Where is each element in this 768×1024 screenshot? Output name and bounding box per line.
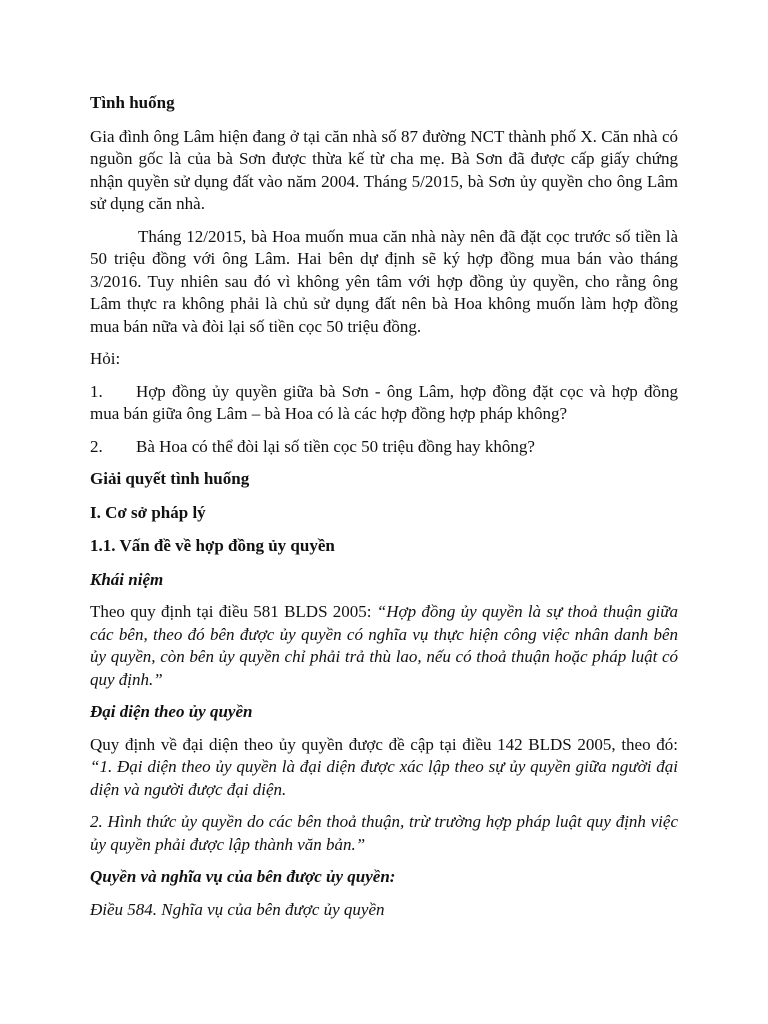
article-584: Điều 584. Nghĩa vụ của bên được ủy quyền — [90, 899, 385, 919]
document-page — [90, 92, 678, 931]
representation-intro: Quy định về đại diện theo ủy quyền được đề cập tại điều 142 BLDS 2005, theo đó: — [90, 734, 678, 754]
representation-quote-2: 2. Hình thức ủy quyền do các bên thoả thuận, trừ trường hợp pháp luật quy định việc ủy quyền phải được lập thành văn bản.” — [90, 812, 678, 854]
concept-paragraph — [90, 601, 678, 691]
document-title: Tình huống — [90, 93, 175, 112]
representation-paragraph — [90, 734, 678, 802]
representation-quote-1: “1. Đại diện theo ủy quyền là đại diện được xác lập theo sự ủy quyền giữa người đại diện và người được đại diện. — [90, 757, 678, 799]
question-text: Bà Hoa có thể đòi lại số tiền cọc 50 triệu đồng hay không? — [136, 436, 535, 456]
concept-intro: Theo quy định tại điều 581 BLDS 2005: — [90, 602, 377, 621]
second-paragraph: Tháng 12/2015, bà Hoa muốn mua căn nhà này nên đã đặt cọc trước số tiền là 50 triệu đồng với ông Lâm. Hai bên dự định sẽ ký hợp đồng mua bán vào tháng 3/2016. Tuy nhiên sau đó vì không yên tâm với hợp đồng ủy quyền, cho rằng ông Lâm thực ra không phải là chủ sử dụng đất nên bà Hoa không muốn làm hợp đồng mua bán nữa và đòi lại số tiền cọc 50 triệu đồng. — [90, 226, 678, 336]
question-number: 1. — [90, 381, 103, 401]
question-item — [90, 436, 678, 459]
question-text: Hợp đồng ủy quyền giữa bà Sơn - ông Lâm, hợp đồng đặt cọc và hợp đồng mua bán giữa ông Lâm – bà Hoa có là các hợp đồng hợp pháp không? — [90, 381, 678, 423]
question-item — [90, 381, 678, 426]
intro-paragraph: Gia đình ông Lâm hiện đang ở tại căn nhà số 87 đường NCT thành phố X. Căn nhà có nguồn gốc là của bà Sơn được thừa kế từ cha mẹ. Bà Sơn đã được cấp giấy chứng nhận quyền sử dụng đất vào năm 2004. Tháng 5/2015, bà Sơn ủy quyền cho ông Lâm sử dụng căn nhà. — [90, 126, 678, 213]
representation-heading: Đại diện theo ủy quyền — [90, 702, 253, 721]
rights-heading: Quyền và nghĩa vụ của bên được ủy quyền: — [90, 867, 396, 886]
section-1-heading: I. Cơ sở pháp lý — [90, 502, 206, 522]
concept-quote: “Hợp đồng ủy quyền là sự thoả thuận giữa các bên, theo đó bên được ủy quyền có nghĩa vụ thực hiện công việc nhân danh bên ủy quyền, còn bên ủy quyền chỉ phải trả thù lao, nếu có thoả thuận hoặc pháp luật có quy định.” — [90, 602, 678, 689]
concept-heading: Khái niệm — [90, 569, 164, 589]
question-number: 2. — [90, 436, 103, 456]
question-label: Hỏi: — [90, 349, 121, 368]
section-1-1-heading: 1.1. Vấn đề về hợp đồng ủy quyền — [90, 536, 335, 555]
solution-heading: Giải quyết tình huống — [90, 469, 250, 488]
